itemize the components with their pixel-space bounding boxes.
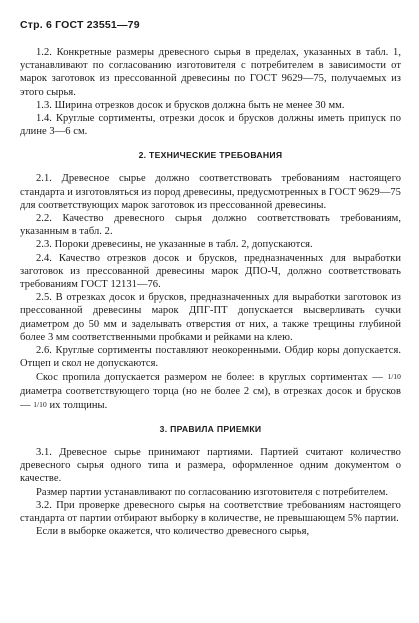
paragraph-2-5: 2.5. В отрезках досок и брусков, предназначенных для выработки заготовок из прессованной древесины марок ДПГ-ПТ допускается высверливать сучки диаметром до 50 мм и заделывать отверстия от них, а также трещины глубиной более 3 мм соответственными пробками и рейками на клею.: [20, 292, 401, 343]
section-2-title: 2. ТЕХНИЧЕСКИЕ ТРЕБОВАНИЯ: [138, 150, 283, 161]
skos-text-3: их толщины.: [49, 399, 108, 411]
section-1-continuation: [20, 46, 401, 138]
paragraph-1-3: 1.3. Ширина отрезков досок и брусков должна быть не менее 30 мм.: [36, 99, 345, 111]
paragraph-3-2: 3.2. При проверке древесного сырья на соответствие требованиям настоящего стандарта от партии отбирают выборку в количестве, не превышающем 5% партии.: [20, 499, 401, 525]
skos-text-1: Скос пропила допускается размером не более: в круглых сортиментах —: [36, 372, 383, 384]
paragraph-1-2: 1.2. Конкретные размеры древесного сырья в пределах, указанных в табл. 1, устанавливают по согласованию изготовителя с потребителем в зависимости от марок заготовок из прессованной древесины по ГОСТ 9629—75, получаемых из этого сырья.: [20, 47, 401, 98]
page-header: Стр. 6 ГОСТ 23551—79: [20, 19, 140, 31]
paragraph-2-1: 2.1. Древесное сырье должно соответствовать требованиям настоящего стандарта и изготовляться из пород древесины, предусмотренных в ГОСТ 9629—75 для соответствующих марок заготовок из прессованной древесины.: [20, 173, 401, 211]
skos-text-2: диаметра соответствующего торца (но не более 2 см), в отрезках досок и брусков —: [20, 385, 401, 411]
paragraph-2-6: 2.6. Круглые сортименты поставляют неокоренными. Обдир коры допускается. Отщеп и скол не допускаются.: [20, 345, 401, 370]
fraction-1: 1/10: [387, 372, 401, 382]
section-3-title: 3. ПРАВИЛА ПРИЕМКИ: [159, 424, 262, 435]
paragraph-3-2-cont: Если в выборке окажется, что количество древесного сырья,: [36, 526, 310, 538]
section-3: [20, 424, 401, 538]
paragraph-2-4: 2.4. Качество отрезков досок и брусков, предназначенных для выработки заготовок из прессованной древесины марок ДПО-Ч, должно соответствовать требованиям ГОСТ 12131—76.: [20, 252, 401, 291]
paragraph-1-4: 1.4. Круглые сортименты, отрезки досок и брусков должны иметь припуск по длине 3—6 см.: [20, 113, 401, 138]
paragraph-3-1-size: Размер партии устанавливают по согласованию изготовителя с потребителем.: [36, 486, 389, 498]
section-2: [20, 150, 401, 412]
paragraph-skos-propila: [20, 370, 401, 412]
paragraph-3-1: 3.1. Древесное сырье принимают партиями. Партией считают количество древесного сырья одного типа и размера, оформленное одним документом о качестве.: [20, 447, 401, 485]
paragraph-2-3: 2.3. Пороки древесины, не указанные в табл. 2, допускаются.: [36, 239, 313, 251]
fraction-2: 1/10: [33, 399, 47, 409]
paragraph-2-2: 2.2. Качество древесного сырья должно соответствовать требованиям, указанным в табл. 2.: [20, 213, 401, 238]
